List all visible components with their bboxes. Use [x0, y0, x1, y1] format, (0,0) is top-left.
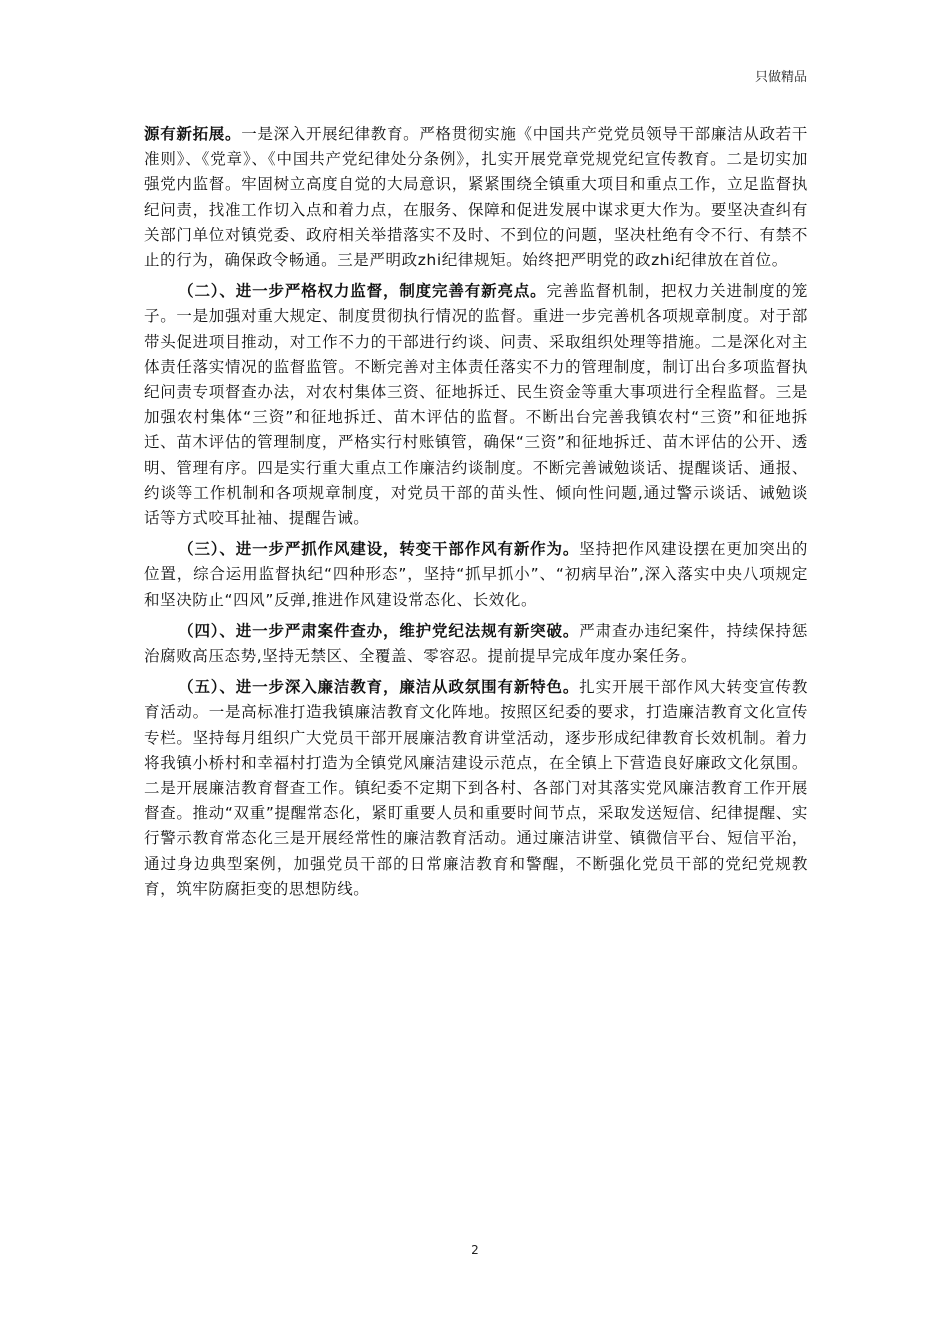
paragraph-4: [144, 619, 808, 669]
paragraph-1: [144, 122, 808, 273]
header-tagline: 只做精品: [754, 70, 807, 85]
section-heading-5: （五）、进一步深入廉洁教育，廉洁从政氛围有新特色。: [178, 678, 580, 697]
paragraph-2: [144, 279, 808, 531]
paragraph-text: 完善监督机制，把权力关进制度的笼子。一是加强对重大规定、制度贯彻执行情况的监督。重进一步完善机各项规章制度。对于部带头促进项目推动，对工作不力的干部进行约谈、问责、采取组织处理等措施。二是深化对主体责任落实情况的监督监管。不断完善对主体责任落实不力的管理制度，制订出台多项监督执纪问责专项督查办法，对农村集体三资、征地拆迁、民生资金等重大事项进行全程监督。三是加强农村集体“三资”和征地拆迁、苗木评估的监督。不断出台完善我镇农村“三资”和征地拆迁、苗木评估的管理制度，严格实行村账镇管，确保“三资”和征地拆迁、苗木评估的公开、透明、管理有序。四是实行重大重点工作廉洁约谈制度。不断完善诫勉谈话、提醒谈话、通报、约谈等工作机制和各项规章制度，对党员干部的苗头性、倾向性问题,通过警示谈话、诫勉谈话等方式咬耳扯袖、提醒告诫。: [144, 282, 808, 528]
section-heading-2: （二）、进一步严格权力监督，制度完善有新亮点。: [178, 282, 547, 301]
paragraph-3: [144, 537, 808, 613]
document-body: [144, 122, 808, 908]
paragraph-5: [144, 675, 808, 902]
paragraph-text: 坚持把作风建设摆在更加突出的位置，综合运用监督执纪“四种形态”，坚持“抓早抓小”、“初病早治”,深入落实中央八项规定和坚决防止“四风”反弹,推进作风建设常态化、长效化。: [144, 540, 808, 609]
paragraph-lead: 源有新拓展。: [144, 125, 242, 143]
paragraph-text: 严肃查办违纪案件，持续保持惩治腐败高压态势,坚持无禁区、全覆盖、零容忍。提前提早完成年度办案任务。: [144, 621, 808, 666]
paragraph-text: 扎实开展干部作风大转变宣传教育活动。一是高标准打造我镇廉洁教育文化阵地。按照区纪委的要求，打造廉洁教育文化宣传专栏。坚持每月组织广大党员干部开展廉洁教育讲堂活动，逐步形成纪律教育长效机制。着力将我镇小桥村和幸福村打造为全镇党风廉洁建设示范点，在全镇上下营造良好廉政文化氛围。二是开展廉洁教育督查工作。镇纪委不定期下到各村、各部门对其落实党风廉洁教育工作开展督查。推动“双重”提醒常态化，紧盯重要人员和重要时间节点，采取发送短信、纪律提醒、实行警示教育常态化三是开展经常性的廉洁教育活动。通过廉洁讲堂、镇微信平台、短信平治，通过身边典型案例，加强党员干部的日常廉洁教育和警醒，不断强化党员干部的党纪党规教育，筑牢防腐拒变的思想防线。: [144, 678, 808, 898]
paragraph-text: 一是深入开展纪律教育。严格贯彻实施《中国共产党党员领导干部廉洁从政若干准则》、《党章》、《中国共产党纪律处分条例》，扎实开展党章党规党纪宣传教育。二是切实加强党内监督。牢固树立高度自觉的大局意识，紧紧围绕全镇重大项目和重点工作，立足监督执纪问责，找准工作切入点和着力点，在服务、保障和促进发展中谋求更大作为。要坚决查纠有关部门单位对镇党委、政府相关举措落实不及时、不到位的问题，坚决杜绝有令不行、有禁不止的行为，确保政令畅通。三是严明政zhi纪律规矩。始终把严明党的政zhi纪律放在首位。: [144, 125, 808, 270]
section-heading-4: （四）、进一步严肃案件查办，维护党纪法规有新突破。: [178, 621, 580, 640]
section-heading-3: （三）、进一步严抓作风建设，转变干部作风有新作为。: [178, 540, 580, 559]
page-number: 2: [471, 1243, 479, 1257]
